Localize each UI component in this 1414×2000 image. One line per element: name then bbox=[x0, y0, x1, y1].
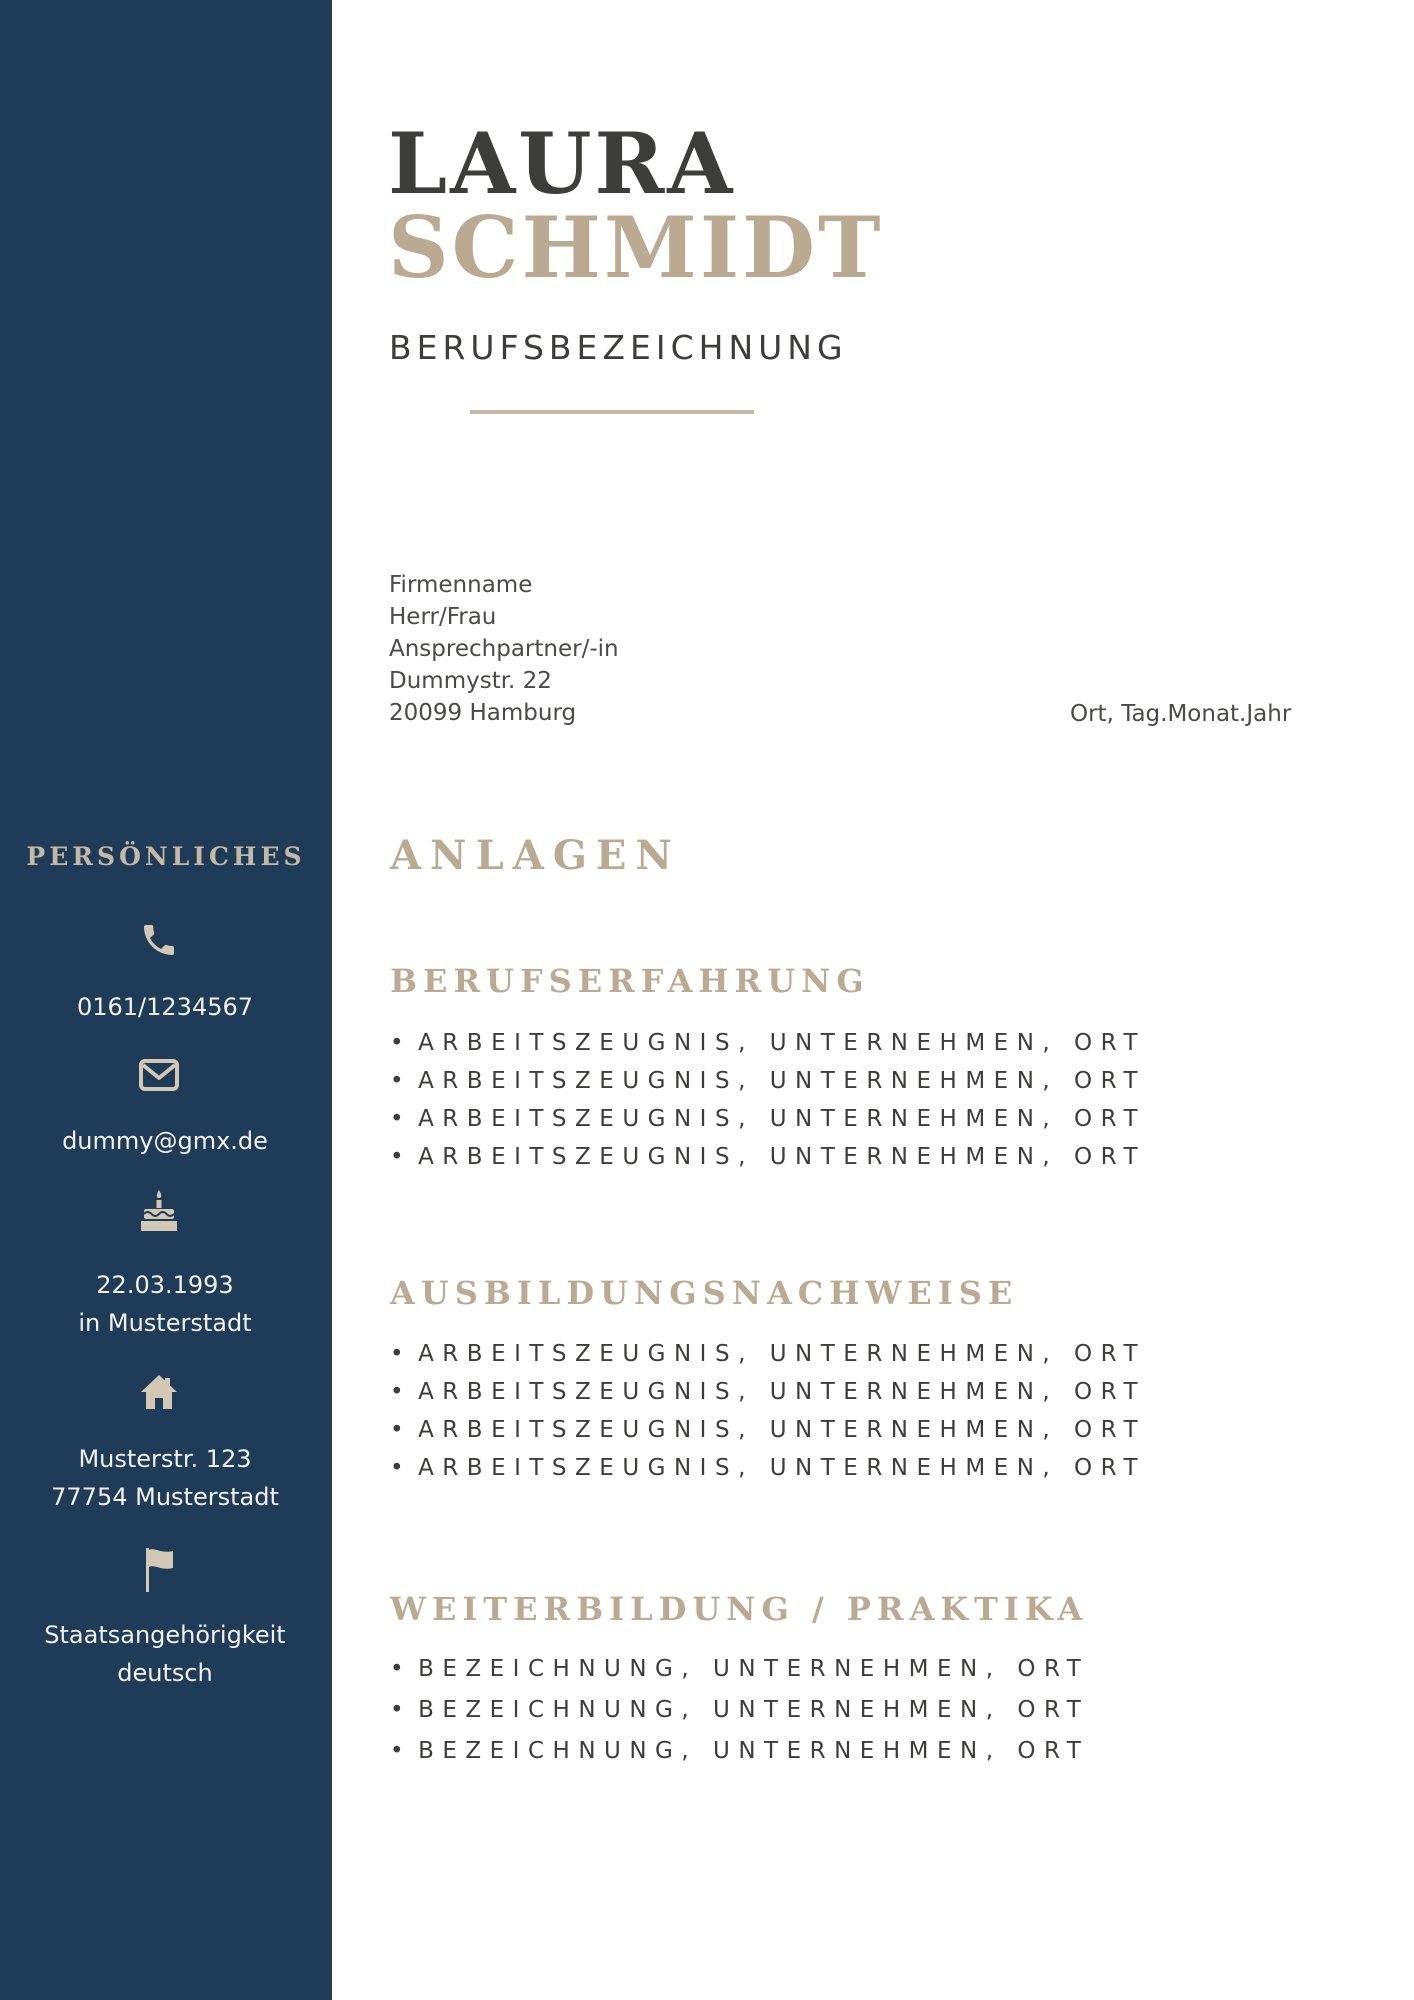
birth-date: 22.03.1993 bbox=[96, 1271, 234, 1299]
bullet: • bbox=[390, 1030, 413, 1056]
phone-icon bbox=[0, 920, 318, 964]
list-item: • ARBEITSZEUGNIS, UNTERNEHMEN, ORT bbox=[390, 1379, 1146, 1405]
last-name: SCHMIDT bbox=[388, 198, 884, 297]
list-item: • BEZEICHNUNG, UNTERNEHMEN, ORT bbox=[390, 1697, 1090, 1723]
education-list bbox=[390, 1335, 1146, 1487]
recipient-address bbox=[389, 569, 619, 729]
bullet: • bbox=[390, 1068, 413, 1094]
home-icon bbox=[0, 1372, 318, 1416]
bullet: • bbox=[390, 1697, 413, 1723]
phone-number: 0161/1234567 bbox=[76, 993, 254, 1021]
recipient-city: 20099 Hamburg bbox=[389, 700, 577, 726]
bullet: • bbox=[390, 1106, 413, 1132]
recipient-contact: Ansprechpartner/-in bbox=[389, 636, 619, 662]
recipient-street: Dummystr. 22 bbox=[389, 668, 552, 694]
section-heading-education: AUSBILDUNGSNACHWEISE bbox=[390, 1274, 1019, 1312]
title-divider bbox=[470, 410, 754, 414]
bullet: • bbox=[390, 1379, 413, 1405]
place-date: Ort, Tag.Monat.Jahr bbox=[1070, 701, 1292, 727]
mail-icon bbox=[0, 1058, 318, 1102]
city-address: 77754 Musterstadt bbox=[51, 1483, 279, 1511]
list-item: • ARBEITSZEUGNIS, UNTERNEHMEN, ORT bbox=[390, 1144, 1146, 1170]
email-address: dummy@gmx.de bbox=[62, 1127, 268, 1155]
recipient-salutation: Herr/Frau bbox=[389, 604, 497, 630]
bullet: • bbox=[390, 1144, 413, 1170]
list-item: • ARBEITSZEUGNIS, UNTERNEHMEN, ORT bbox=[390, 1106, 1146, 1132]
personal-heading: PERSÖNLICHES bbox=[26, 842, 306, 871]
list-item: • ARBEITSZEUGNIS, UNTERNEHMEN, ORT bbox=[390, 1068, 1146, 1094]
experience-list bbox=[390, 1024, 1146, 1176]
birthday-cake-icon bbox=[0, 1188, 318, 1232]
list-item: • ARBEITSZEUGNIS, UNTERNEHMEN, ORT bbox=[390, 1341, 1146, 1367]
list-item: • ARBEITSZEUGNIS, UNTERNEHMEN, ORT bbox=[390, 1417, 1146, 1443]
list-item: • BEZEICHNUNG, UNTERNEHMEN, ORT bbox=[390, 1738, 1090, 1764]
nationality-label: Staatsangehörigkeit bbox=[44, 1621, 286, 1649]
recipient-company: Firmenname bbox=[389, 572, 533, 598]
sidebar bbox=[0, 0, 332, 2000]
flag-icon bbox=[0, 1546, 318, 1590]
nationality-value: deutsch bbox=[117, 1659, 213, 1687]
attachments-heading: ANLAGEN bbox=[390, 832, 681, 879]
street-address: Musterstr. 123 bbox=[78, 1445, 252, 1473]
birth-place: in Musterstadt bbox=[78, 1309, 252, 1337]
job-title: BERUFSBEZEICHNUNG bbox=[389, 328, 848, 367]
bullet: • bbox=[390, 1738, 413, 1764]
list-item: • ARBEITSZEUGNIS, UNTERNEHMEN, ORT bbox=[390, 1455, 1146, 1481]
section-heading-experience: BERUFSERFAHRUNG bbox=[390, 962, 870, 1000]
bullet: • bbox=[390, 1455, 413, 1481]
section-heading-training: WEITERBILDUNG / PRAKTIKA bbox=[390, 1590, 1089, 1628]
bullet: • bbox=[390, 1417, 413, 1443]
first-name: LAURA bbox=[388, 114, 736, 213]
list-item: • ARBEITSZEUGNIS, UNTERNEHMEN, ORT bbox=[390, 1030, 1146, 1056]
training-list bbox=[390, 1649, 1089, 1772]
list-item: • BEZEICHNUNG, UNTERNEHMEN, ORT bbox=[390, 1656, 1090, 1682]
bullet: • bbox=[390, 1341, 413, 1367]
bullet: • bbox=[390, 1656, 413, 1682]
